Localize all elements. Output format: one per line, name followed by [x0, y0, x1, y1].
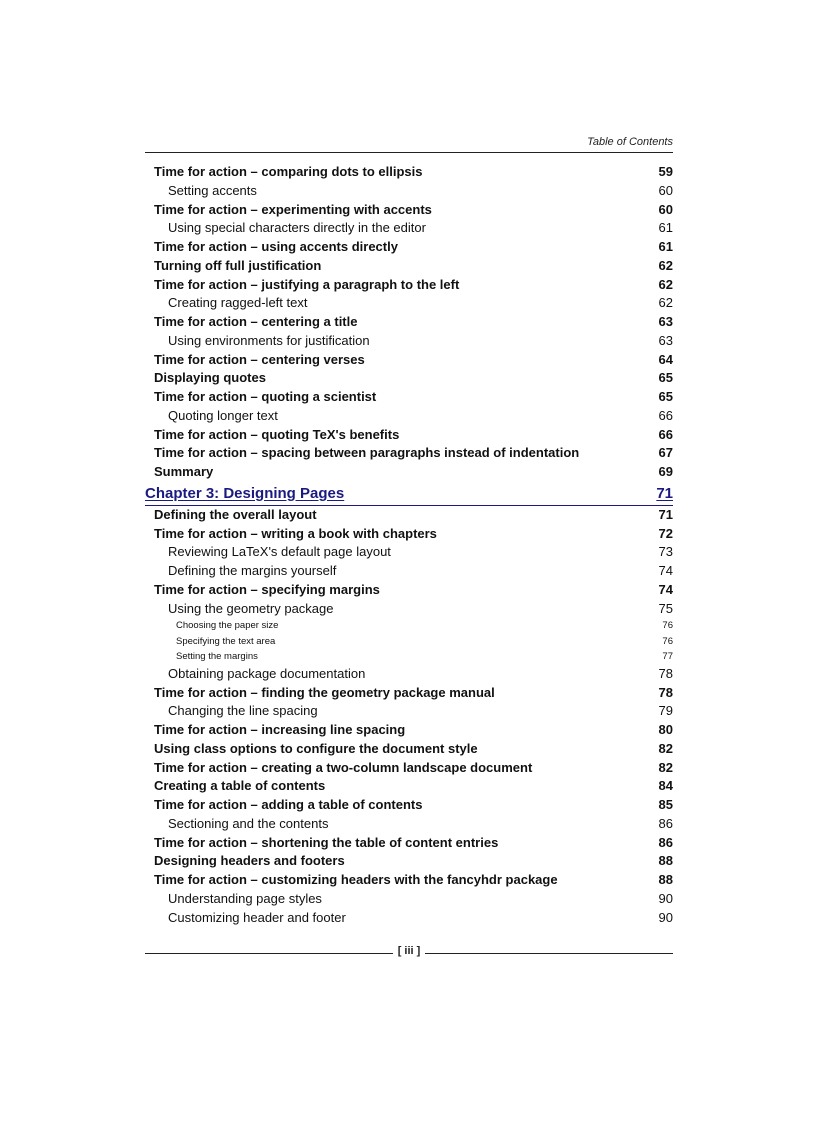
toc-section-entry[interactable] — [145, 444, 673, 463]
toc-subsection-entry[interactable] — [145, 890, 673, 909]
page-footer — [145, 944, 673, 962]
toc-section-entry[interactable] — [145, 276, 673, 295]
toc-entry-title: Time for action – quoting TeX's benefits — [154, 426, 400, 442]
toc-entry-page: 85 — [658, 797, 673, 812]
toc-subsection-entry[interactable] — [145, 407, 673, 426]
toc-entry-title: Turning off full justification — [154, 257, 322, 273]
toc-entry-title: Time for action – centering a title — [154, 314, 358, 329]
toc-entry-page: 82 — [658, 759, 673, 775]
toc-entry-title: Specifying the text area — [176, 635, 276, 647]
toc-section-entry[interactable] — [145, 257, 673, 276]
toc-subsubsection-entry[interactable] — [145, 649, 673, 665]
toc-entry-page: 80 — [658, 722, 673, 737]
toc-subsection-entry[interactable] — [145, 600, 673, 619]
toc-entry-page: 62 — [658, 276, 673, 292]
toc-section-entry[interactable] — [145, 506, 673, 525]
toc-entry-title: Reviewing LaTeX's default page layout — [168, 544, 391, 560]
toc-entry-page: 69 — [658, 464, 673, 479]
toc-subsection-entry[interactable] — [145, 294, 673, 313]
toc-entry-page: 74 — [658, 581, 673, 597]
toc-section-entry[interactable] — [145, 581, 673, 600]
toc-entry-page: 78 — [658, 665, 673, 681]
toc-entry-title: Time for action – using accents directly — [154, 239, 398, 254]
toc-subsection-entry[interactable] — [145, 562, 673, 581]
toc-section-entry[interactable] — [145, 201, 673, 220]
page-number: [ iii ] — [397, 945, 421, 957]
toc-entry-page: 88 — [658, 853, 673, 869]
toc-entry-page: 66 — [658, 426, 673, 442]
toc-subsubsection-entry[interactable] — [145, 618, 673, 634]
toc-entry-title: Using environments for justification — [168, 332, 370, 348]
toc-entry-title: Time for action – customizing headers with the fancyhdr package — [154, 872, 558, 887]
toc-entry-title: Creating a table of contents — [154, 778, 326, 794]
toc-entry-page: 90 — [658, 909, 673, 925]
toc-entry-page: 75 — [658, 600, 673, 616]
toc-entry-title: Summary — [154, 464, 214, 479]
toc-section-entry[interactable] — [145, 313, 673, 332]
footer-rule-left — [145, 953, 393, 954]
toc-entry-page: 73 — [658, 544, 673, 560]
toc-section-entry[interactable] — [145, 238, 673, 257]
toc-entry-title: Time for action – experimenting with accents — [154, 201, 432, 217]
toc-entry-title: Time for action – specifying margins — [154, 581, 380, 597]
toc-entry-page: 90 — [658, 890, 673, 906]
toc-entry-title: Using class options to configure the document style — [154, 740, 478, 756]
toc-entry-page: 86 — [658, 815, 673, 831]
toc-entry-title: Sectioning and the contents — [168, 815, 329, 831]
toc-entry-page: 77 — [662, 651, 673, 663]
toc-section-entry[interactable] — [145, 852, 673, 871]
toc-entry-page: 62 — [658, 295, 673, 311]
toc-entry-page: 59 — [658, 164, 673, 179]
toc-entry-page: 63 — [658, 314, 673, 329]
toc-entry-title: Time for action – adding a table of contents — [154, 797, 423, 812]
toc-entry-title: Creating ragged-left text — [168, 295, 308, 311]
toc-entry-title: Customizing header and footer — [168, 909, 346, 925]
toc-entry-page: 79 — [658, 703, 673, 719]
toc-entry-page: 62 — [658, 257, 673, 273]
toc-entry-page: 86 — [658, 834, 673, 850]
table-of-contents — [145, 163, 673, 927]
toc-entry-page: 67 — [658, 445, 673, 461]
toc-entry-title: Time for action – justifying a paragraph to the left — [154, 276, 460, 292]
toc-entry-title: Time for action – finding the geometry package manual — [154, 684, 495, 700]
toc-entry-title: Using special characters directly in the editor — [168, 220, 426, 236]
toc-entry-title: Time for action – shortening the table of content entries — [154, 834, 499, 850]
toc-entry-page: 78 — [658, 684, 673, 700]
toc-entry-page: 74 — [658, 563, 673, 578]
toc-entry-page: 71 — [658, 506, 673, 522]
toc-subsection-entry[interactable] — [145, 665, 673, 684]
toc-section-entry[interactable] — [145, 463, 673, 482]
toc-entry-page: 88 — [658, 872, 673, 887]
toc-section-entry[interactable] — [145, 796, 673, 815]
toc-entry-title: Designing headers and footers — [154, 853, 345, 869]
toc-subsection-entry[interactable] — [145, 909, 673, 928]
running-header — [145, 135, 673, 153]
toc-entry-page: 66 — [658, 407, 673, 423]
toc-entry-title: Time for action – quoting a scientist — [154, 389, 377, 404]
toc-entry-page: 60 — [658, 182, 673, 198]
footer-rule-right — [425, 953, 673, 954]
toc-section-entry[interactable] — [145, 777, 673, 796]
toc-entry-title: Using the geometry package — [168, 600, 334, 616]
toc-entry-title: Time for action – comparing dots to ellipsis — [154, 164, 423, 179]
toc-section-entry[interactable] — [145, 684, 673, 703]
toc-section-entry[interactable] — [145, 525, 673, 544]
toc-entry-page: 63 — [658, 332, 673, 348]
toc-subsection-entry[interactable] — [145, 815, 673, 834]
toc-entry-title: Obtaining package documentation — [168, 665, 366, 681]
toc-subsubsection-entry[interactable] — [145, 634, 673, 650]
toc-subsection-entry[interactable] — [145, 332, 673, 351]
toc-subsection-entry[interactable] — [145, 543, 673, 562]
toc-section-entry[interactable] — [145, 369, 673, 388]
toc-entry-page: 61 — [658, 220, 673, 236]
toc-entry-title: Time for action – spacing between paragraphs instead of indentation — [154, 445, 580, 461]
toc-entry-title: Changing the line spacing — [168, 703, 318, 719]
toc-subsection-entry[interactable] — [145, 219, 673, 238]
toc-entry-page: 76 — [662, 635, 673, 647]
toc-entry-title: Understanding page styles — [168, 890, 322, 906]
toc-section-entry[interactable] — [145, 388, 673, 407]
toc-section-entry[interactable] — [145, 163, 673, 182]
toc-section-entry[interactable] — [145, 759, 673, 778]
toc-entry-page: 72 — [658, 525, 673, 541]
toc-entry-page: 84 — [658, 778, 673, 794]
toc-entry-page: 82 — [658, 740, 673, 756]
toc-subsection-entry[interactable] — [145, 182, 673, 201]
running-header-title: Table of Contents — [587, 136, 673, 148]
toc-section-entry[interactable] — [145, 351, 673, 370]
toc-entry-title: Setting the margins — [176, 651, 258, 663]
toc-entry-title: Choosing the paper size — [176, 620, 279, 632]
toc-section-entry[interactable] — [145, 834, 673, 853]
toc-entry-title: Time for action – writing a book with chapters — [154, 525, 437, 541]
toc-entry-title: Defining the overall layout — [154, 506, 317, 522]
toc-entry-title: Defining the margins yourself — [168, 563, 337, 578]
toc-entry-title: Time for action – creating a two-column landscape document — [154, 759, 533, 775]
toc-entry-page: 65 — [658, 370, 673, 386]
toc-subsection-entry[interactable] — [145, 702, 673, 721]
toc-entry-title: Time for action – increasing line spacing — [154, 722, 406, 737]
toc-chapter-entry[interactable] — [145, 483, 673, 506]
toc-entry-page: 76 — [662, 620, 673, 632]
toc-section-entry[interactable] — [145, 740, 673, 759]
toc-section-entry[interactable] — [145, 871, 673, 890]
toc-section-entry[interactable] — [145, 721, 673, 740]
toc-entry-page: 64 — [658, 351, 673, 367]
toc-entry-title: Displaying quotes — [154, 370, 266, 386]
toc-entry-page: 61 — [658, 239, 673, 254]
toc-entry-title: Time for action – centering verses — [154, 351, 365, 367]
toc-entry-page: 65 — [658, 389, 673, 404]
toc-entry-title: Quoting longer text — [168, 407, 278, 423]
toc-entry-page: 60 — [658, 201, 673, 217]
toc-entry-title: Chapter 3: Designing Pages — [145, 484, 345, 502]
toc-entry-title: Setting accents — [168, 182, 257, 198]
toc-section-entry[interactable] — [145, 426, 673, 445]
toc-entry-page: 71 — [656, 484, 673, 502]
